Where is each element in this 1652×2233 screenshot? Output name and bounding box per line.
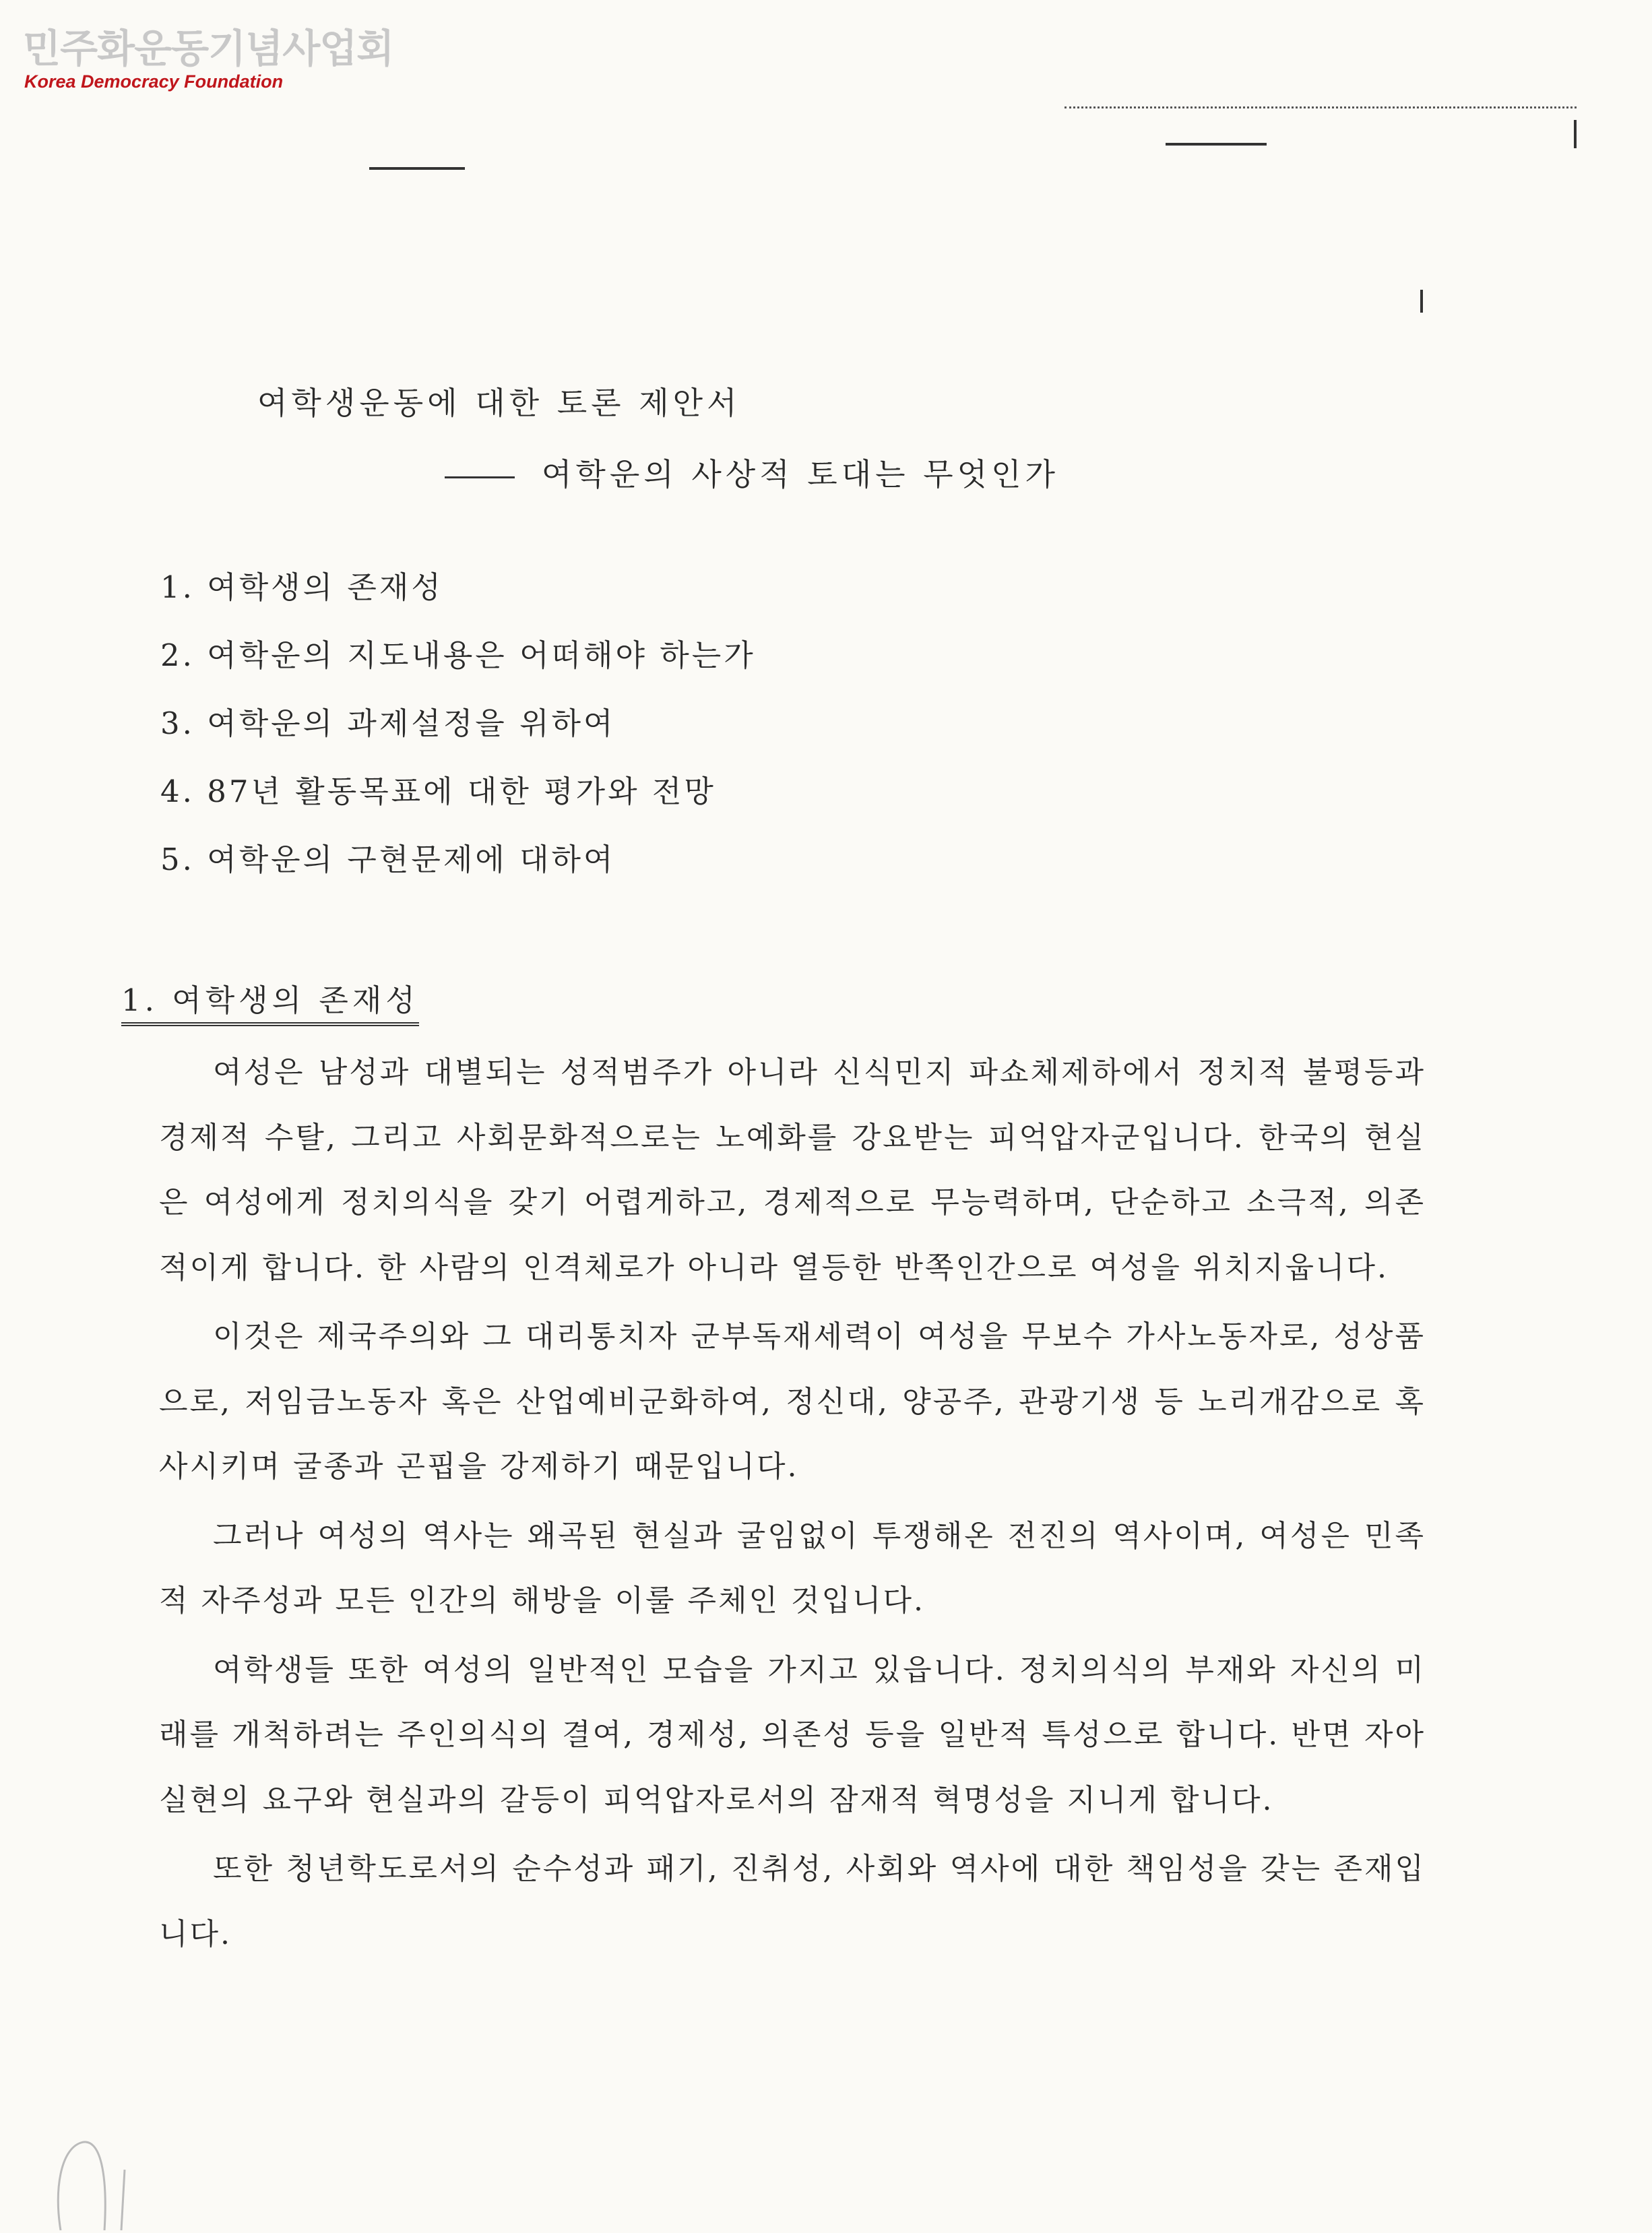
toc-item: 1. 여학생의 존재성 (160, 569, 443, 605)
logo-english-text: Korea Democracy Foundation (24, 71, 284, 92)
page-mark (1420, 290, 1423, 313)
toc-item: 5. 여학운의 구현문제에 대하여 (160, 842, 616, 877)
corner-mark (1574, 120, 1577, 148)
pencil-doodle (40, 2109, 148, 2230)
section-body (159, 1040, 1426, 1971)
body-paragraph: 이것은 제국주의와 그 대리통치자 군부독재세력이 여성을 무보수 가사노동자로, 성상품으로, 저임금노동자 혹은 산업예비군화하여, 정신대, 양공주, 관광기생 등 노리개감으로 혹사시키며 굴종과 곤핍을 강제하기 때문입니다. (159, 1319, 1426, 1484)
body-paragraph: 여성은 남성과 대별되는 성적범주가 아니라 신식민지 파쇼체제하에서 정치적 불평등과 경제적 수탈, 그리고 사회문화적으로는 노예화를 강요받는 피억압자군입니다. 한국의 현실은 여성에게 정치의식을 갖기 어렵게하고, 경제적으로 무능력하며, 단순하고 소극적, 의존적이게 합니다. 한 사람의 인격체로가 아니라 열등한 반쪽인간으로 여성을 위치지웁니다. (159, 1055, 1426, 1285)
logo-korean-text: 민주화운동기념사업회 (23, 26, 394, 71)
toc-item: 2. 여학운의 지도내용은 어떠해야 하는가 (160, 637, 756, 673)
table-of-contents (160, 567, 756, 908)
toc-item: 3. 여학운의 과제설정을 위하여 (160, 705, 616, 741)
toc-item: 4. 87년 활동목표에 대한 평가와 전망 (160, 774, 716, 809)
subtitle-text: 여학운의 사상적 토대는 무엇인가 (542, 456, 1059, 493)
document-subtitle (445, 450, 1059, 495)
top-right-rule (1166, 143, 1267, 146)
subtitle-dash (445, 476, 515, 478)
section-heading: 1. 여학생의 존재성 (121, 976, 419, 1026)
body-paragraph: 그러나 여성의 역사는 왜곡된 현실과 굴임없이 투쟁해온 전진의 역사이며, 여성은 민족적 자주성과 모든 인간의 해방을 이룰 주체인 것입니다. (159, 1518, 1426, 1618)
body-paragraph: 또한 청년학도로서의 순수성과 패기, 진취성, 사회와 역사에 대한 책임성을 갖는 존재입니다. (159, 1852, 1426, 1951)
body-paragraph: 여학생들 또한 여성의 일반적인 모습을 가지고 있읍니다. 정치의식의 부재와 자신의 미래를 개척하려는 주인의식의 결여, 경제성, 의존성 등을 일반적 특성으로 합니다. 반면 자아실현의 요구와 현실과의 갈등이 피억압자로서의 잠재적 혁명성을 지니게 합니다. (159, 1652, 1426, 1817)
document-title: 여학생운동에 대한 토론 제안서 (257, 385, 741, 421)
foundation-logo (23, 27, 393, 92)
dotted-line (1065, 106, 1577, 108)
top-left-rule (369, 167, 465, 170)
